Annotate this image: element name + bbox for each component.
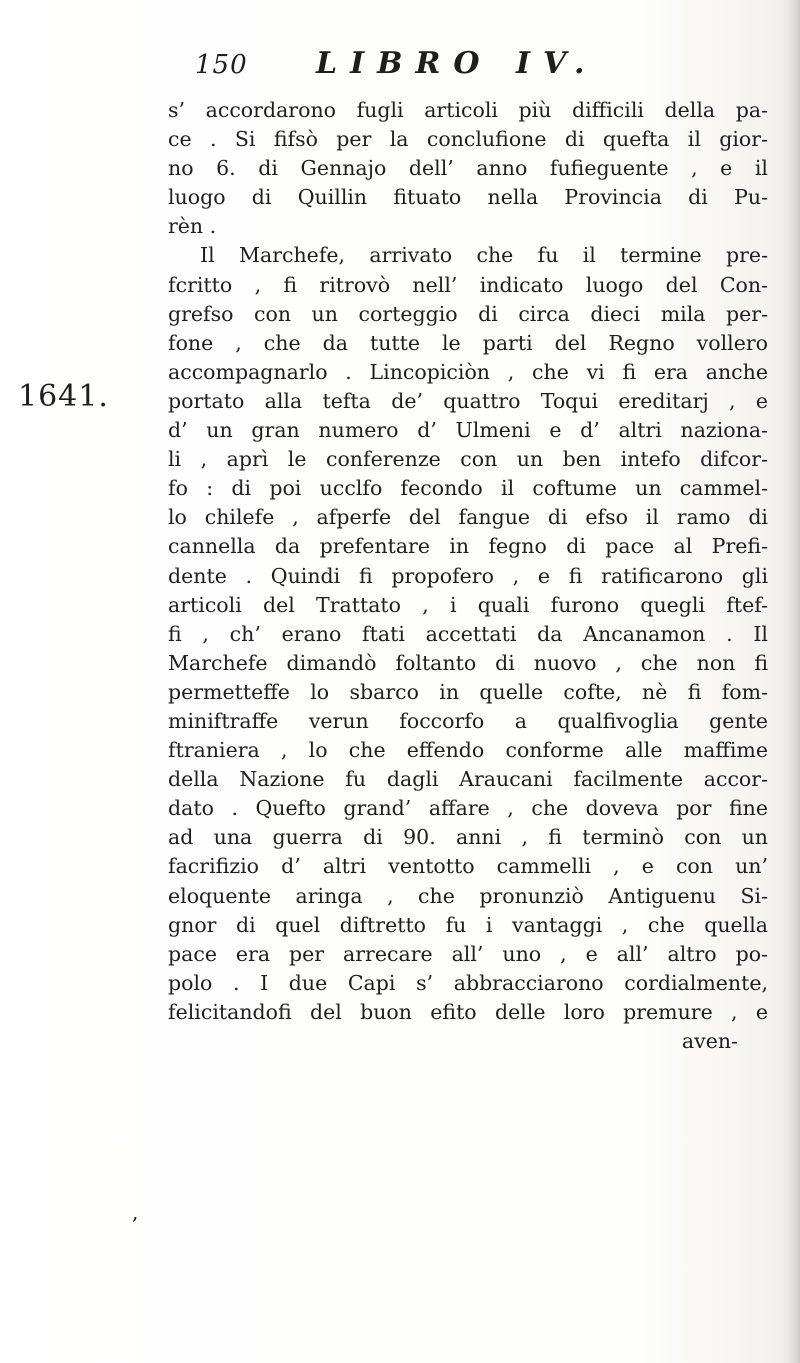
text-line: fcritto , fi ritrovò nell’ indicato luogo del Con- — [168, 272, 768, 297]
text-line: no 6. di Gennajo dell’ anno fufieguente , e il — [168, 156, 768, 181]
text-line: luogo di Quillin fituato nella Provincia di Pu- — [168, 185, 768, 210]
text-line: Il Marchefe, arrivato che fu il termine pre- — [200, 243, 768, 268]
margin-mark: , — [132, 1200, 139, 1224]
text-line: d’ un gran numero d’ Ulmeni e d’ altri naziona- — [168, 418, 768, 443]
text-line: Marchefe dimandò foltanto di nuovo , che non fi — [168, 650, 768, 675]
text-line: fo : di poi ucclfo fecondo il coftume un cammel- — [168, 476, 768, 501]
text-line: della Nazione fu dagli Araucani facilmente accor- — [168, 767, 768, 792]
text-line: polo . I due Capi s’ abbracciarono cordialmente, — [168, 970, 768, 995]
text-line: s’ accordarono fugli articoli più difficili della pa- — [168, 98, 768, 122]
text-line: fone , che da tutte le parti del Regno vollero — [168, 330, 768, 355]
text-line: ad una guerra di 90. anni , fi terminò con un — [168, 825, 768, 850]
text-line: facrifizio d’ altri ventotto cammelli , e con un’ — [168, 854, 768, 879]
text-line: felicitandofi del buon efito delle loro premure , e — [168, 999, 768, 1024]
text-line: lo chilefe , afperfe del fangue di efso il ramo di — [168, 505, 768, 530]
text-line: rèn . — [168, 214, 217, 239]
text-line: gnor di quel diftretto fu i vantaggi , che quella — [168, 912, 768, 937]
page-binding-shadow — [786, 0, 800, 1363]
text-line: miniftraffe verun foccorfo a qualfivoglia gente — [168, 708, 768, 733]
text-line: portato alla tefta de’ quattro Toqui ereditarj , e — [168, 388, 768, 413]
text-line: li , aprì le conferenze con un ben intefo difcor- — [168, 447, 768, 472]
text-line: dente . Quindi fi propofero , e fi ratificarono gli — [168, 563, 768, 588]
text-line: dato . Quefto grand’ affare , che doveva por fine — [168, 796, 768, 821]
body-text — [168, 96, 768, 1056]
text-line: pace era per arrecare all’ uno , e all’ altro po- — [168, 941, 768, 966]
catchword: aven- — [681, 1029, 738, 1053]
text-line: permetteffe lo sbarco in quelle cofte, nè fi fom- — [168, 679, 768, 704]
running-head: LIBRO IV. — [316, 46, 598, 81]
text-line: eloquente aringa , che pronunziò Antiguenu Si- — [168, 883, 768, 908]
text-line: accompagnarlo . Lincopiciòn , che vi fi era anche — [168, 359, 768, 384]
text-line: ce . Si fifsò per la conclufione di quefta il gior- — [168, 127, 768, 152]
text-line: articoli del Trattato , i quali furono quegli ftef- — [168, 592, 768, 617]
page-header — [0, 46, 800, 86]
text-line: cannella da prefentare in fegno di pace al Prefi- — [168, 534, 768, 559]
text-line: ftraniera , lo che effendo conforme alle maffime — [168, 738, 768, 763]
text-line: fi , ch’ erano ftati accettati da Ancanamon . Il — [168, 621, 768, 646]
marginal-year-note: 1641. — [18, 379, 109, 414]
text-line: grefso con un corteggio di circa dieci mila per- — [168, 301, 768, 326]
page-number: 150 — [195, 50, 248, 80]
